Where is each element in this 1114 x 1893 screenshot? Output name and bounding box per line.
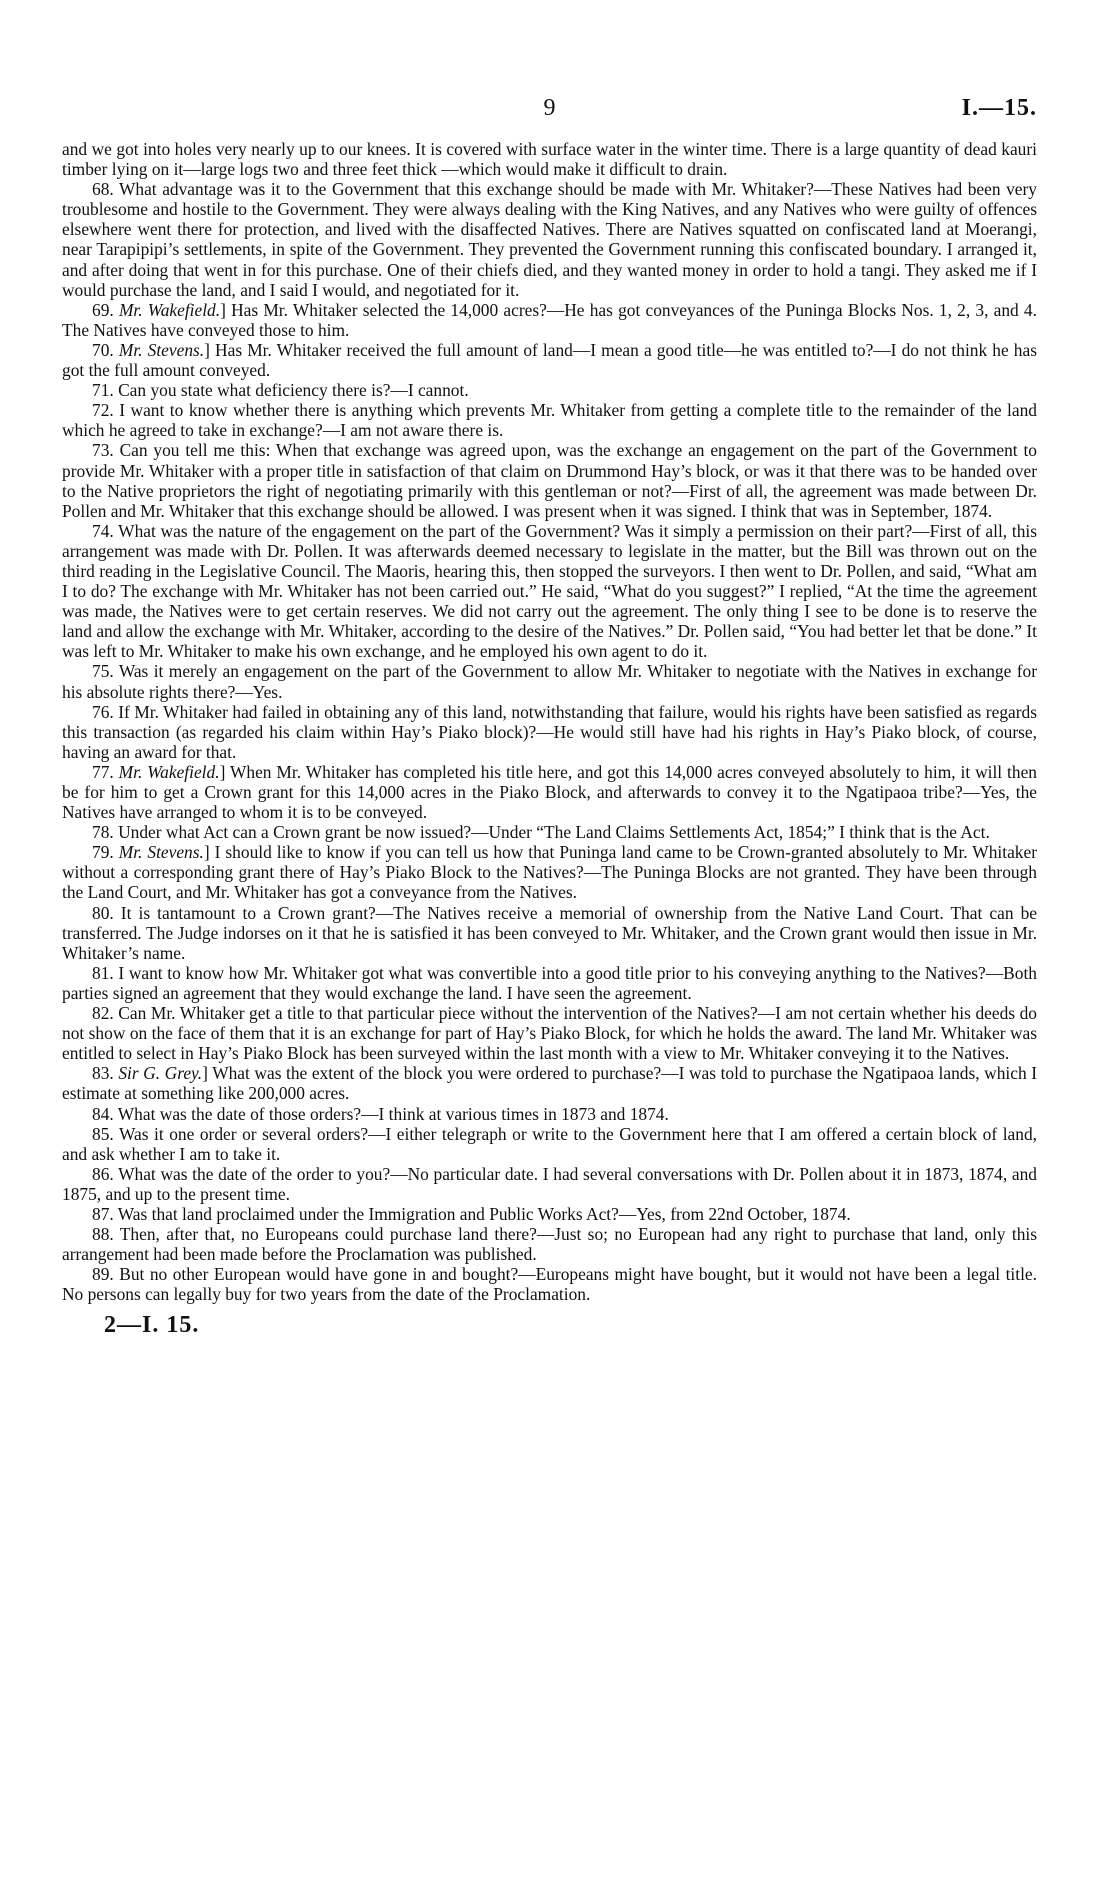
paragraph: 87. Was that land proclaimed under the Immigration and Public Works Act?—Yes, from 22nd October, 1874.	[92, 1203, 851, 1224]
speaker-name: Mr. Stevens.	[118, 339, 205, 360]
paragraph: 72. I want to know whether there is anything which prevents Mr. Whitaker from getting a complete title to the remainder of the land which he agreed to take in exchange?—I am not aware there is.	[62, 400, 1037, 441]
speaker-name: Mr. Wakefield.	[118, 761, 220, 782]
page-number: 9	[543, 95, 556, 121]
paragraph: 85. Was it one order or several orders?—I either telegraph or write to the Government here that I am offered a certain block of land, and ask whether I am to take it.	[62, 1123, 1037, 1164]
paragraph: 74. What was the nature of the engagement on the part of the Government? Was it simply a permission on their part?—First of all, this arrangement was made with Dr. Pollen. It was afterwards deemed necessary to legislate in the matter, but the Bill was thrown out on the third reading in the Legislative Council. The Maoris, hearing this, then stopped the surveyors. I then went to Dr. Pollen, and said, “What am I to do? The exchange with Mr. Whitaker has not been carried out.” He said, “What do you suggest?” I replied, “At the time the agreement was made, the Natives were to get certain reserves. We did not carry out the agreement. The only thing I see to be done is to reserve the land and allow the exchange with Mr. Whitaker, according to the desire of the Natives.” Dr. Pollen said, “You had better let that be done.” It was left to Mr. Whitaker to make his own exchange, and he employed his own agent to do it.	[62, 520, 1037, 662]
document-page	[62, 95, 1037, 1339]
page-signature: 2—I. 15.	[104, 1312, 200, 1339]
paragraph: 84. What was the date of those orders?—I think at various times in 1873 and 1874.	[92, 1103, 669, 1124]
paragraph: 75. Was it merely an engagement on the part of the Government to allow Mr. Whitaker to negotiate with the Natives in exchange for his absolute rights there?—Yes.	[62, 661, 1037, 702]
paragraph: 86. What was the date of the order to you?—No particular date. I had several conversations with Dr. Pollen about it in 1873, 1874, and 1875, and up to the present time.	[62, 1163, 1037, 1204]
paragraph: and we got into holes very nearly up to our knees. It is covered with surface water in the winter time. There is a large quantity of dead kauri timber lying on it—large logs two and three feet thick —which would make it difficult to drain.	[62, 139, 1037, 180]
speaker-name: Mr. Wakefield.	[118, 299, 221, 320]
page-header	[62, 95, 1037, 139]
paragraph: 69. Mr. Wakefield.] Has Mr. Whitaker selected the 14,000 acres?—He has got conveyances of the Puninga Blocks Nos. 1, 2, 3, and 4. The Natives have conveyed those to him.	[62, 299, 1037, 340]
paragraph: 80. It is tantamount to a Crown grant?—The Natives receive a memorial of ownership from the Native Land Court. That can be transferred. The Judge indorses on it that he is satisfied it has been conveyed to Mr. Whitaker, and the Crown grant would then issue in Mr. Whitaker’s name.	[62, 902, 1037, 963]
paragraph: 89. But no other European would have gone in and bought?—Europeans might have bought, but it would not have been a legal title. No persons can legally buy for two years from the date of the Proclamation.	[62, 1264, 1037, 1305]
speaker-name: Sir G. Grey.	[118, 1063, 203, 1084]
paragraph: 68. What advantage was it to the Government that this exchange should be made with Mr. Whitaker?—These Natives had been very troublesome and hostile to the Government. They were always dealing with the King Natives, and any Natives who were guilty of offences elsewhere went there for protection, and lived with the disaffected Natives. There are Natives squatted on confiscated land at Moerangi, near Tarapipipi’s settlements, in spite of the Government. They prevented the Government running this confiscated boundary. I arranged it, and after doing that went in for this purchase. One of their chiefs died, and they wanted money in order to hold a tangi. They asked me if I would purchase the land, and I said I would, and negotiated for it.	[62, 179, 1037, 300]
paragraph: 77. Mr. Wakefield.] When Mr. Whitaker has completed his title here, and got this 14,000 acres conveyed absolutely to him, it will then be for him to get a Crown grant for this 14,000 acres in the Piako Block, and afterwards to convey it to the Ngatipaoa tribe?—Yes, the Natives have arranged to whom it is to be conveyed.	[62, 761, 1038, 823]
paragraph: 82. Can Mr. Whitaker get a title to that particular piece without the intervention of the Natives?—I am not certain whether his deeds do not show on the face of them that it is an exchange for part of Hay’s Piako Block, for which he holds the award. The land Mr. Whitaker was entitled to select in Hay’s Piako Block has been surveyed within the last month with a view to Mr. Whitaker conveying it to the Natives.	[62, 1003, 1037, 1064]
paragraph: 83. Sir G. Grey.] What was the extent of the block you were ordered to purchase?—I was told to purchase the Ngatipaoa lands, which I estimate at something like 200,000 acres.	[62, 1063, 1037, 1104]
paragraph: 70. Mr. Stevens.] Has Mr. Whitaker received the full amount of land—I mean a good title—he was entitled to?—I do not think he has got the full amount conveyed.	[62, 339, 1037, 381]
document-reference: I.—15.	[961, 95, 1037, 121]
paragraph: 81. I want to know how Mr. Whitaker got what was convertible into a good title prior to his conveying anything to the Natives?—Both parties signed an agreement that they would exchange the land. I have seen the agreement.	[62, 962, 1037, 1003]
paragraph: 76. If Mr. Whitaker had failed in obtaining any of this land, notwithstanding that failure, would his rights have been satisfied as regards this transaction (as regarded his claim within Hay’s Piako block)?—He would still have had his rights in Hay’s Piako block, of course, having an award for that.	[62, 701, 1037, 762]
paragraph: 79. Mr. Stevens.] I should like to know if you can tell us how that Puninga land came to be Crown-granted absolutely to Mr. Whitaker without a corresponding grant there of Hay’s Piako Block to the Natives?—The Puninga Blocks are not granted. They have been through the Land Court, and Mr. Whitaker has got a conveyance from the Natives.	[62, 842, 1037, 903]
paragraph: 73. Can you tell me this: When that exchange was agreed upon, was the exchange an engagement on the part of the Government to provide Mr. Whitaker with a proper title in satisfaction of that claim on Drummond Hay’s block, or was it that there was to be handed over to the Native proprietors the right of negotiating primarily with this gentleman or not?—First of all, the agreement was made between Dr. Pollen and Mr. Whitaker that this exchange should be allowed. I was present when it was signed. I think that was in September, 1874.	[62, 440, 1037, 521]
speaker-name: Mr. Stevens.	[118, 842, 204, 863]
paragraph: 71. Can you state what deficiency there is?—I cannot.	[92, 380, 469, 401]
paragraph: 78. Under what Act can a Crown grant be now issued?—Under “The Land Claims Settlements Act, 1854;” I think that is the Act.	[92, 822, 990, 843]
body-text	[62, 139, 1037, 1304]
paragraph: 88. Then, after that, no Europeans could purchase land there?—Just so; no European had any right to purchase that land, only this arrangement had been made before the Proclamation was published.	[62, 1224, 1037, 1265]
